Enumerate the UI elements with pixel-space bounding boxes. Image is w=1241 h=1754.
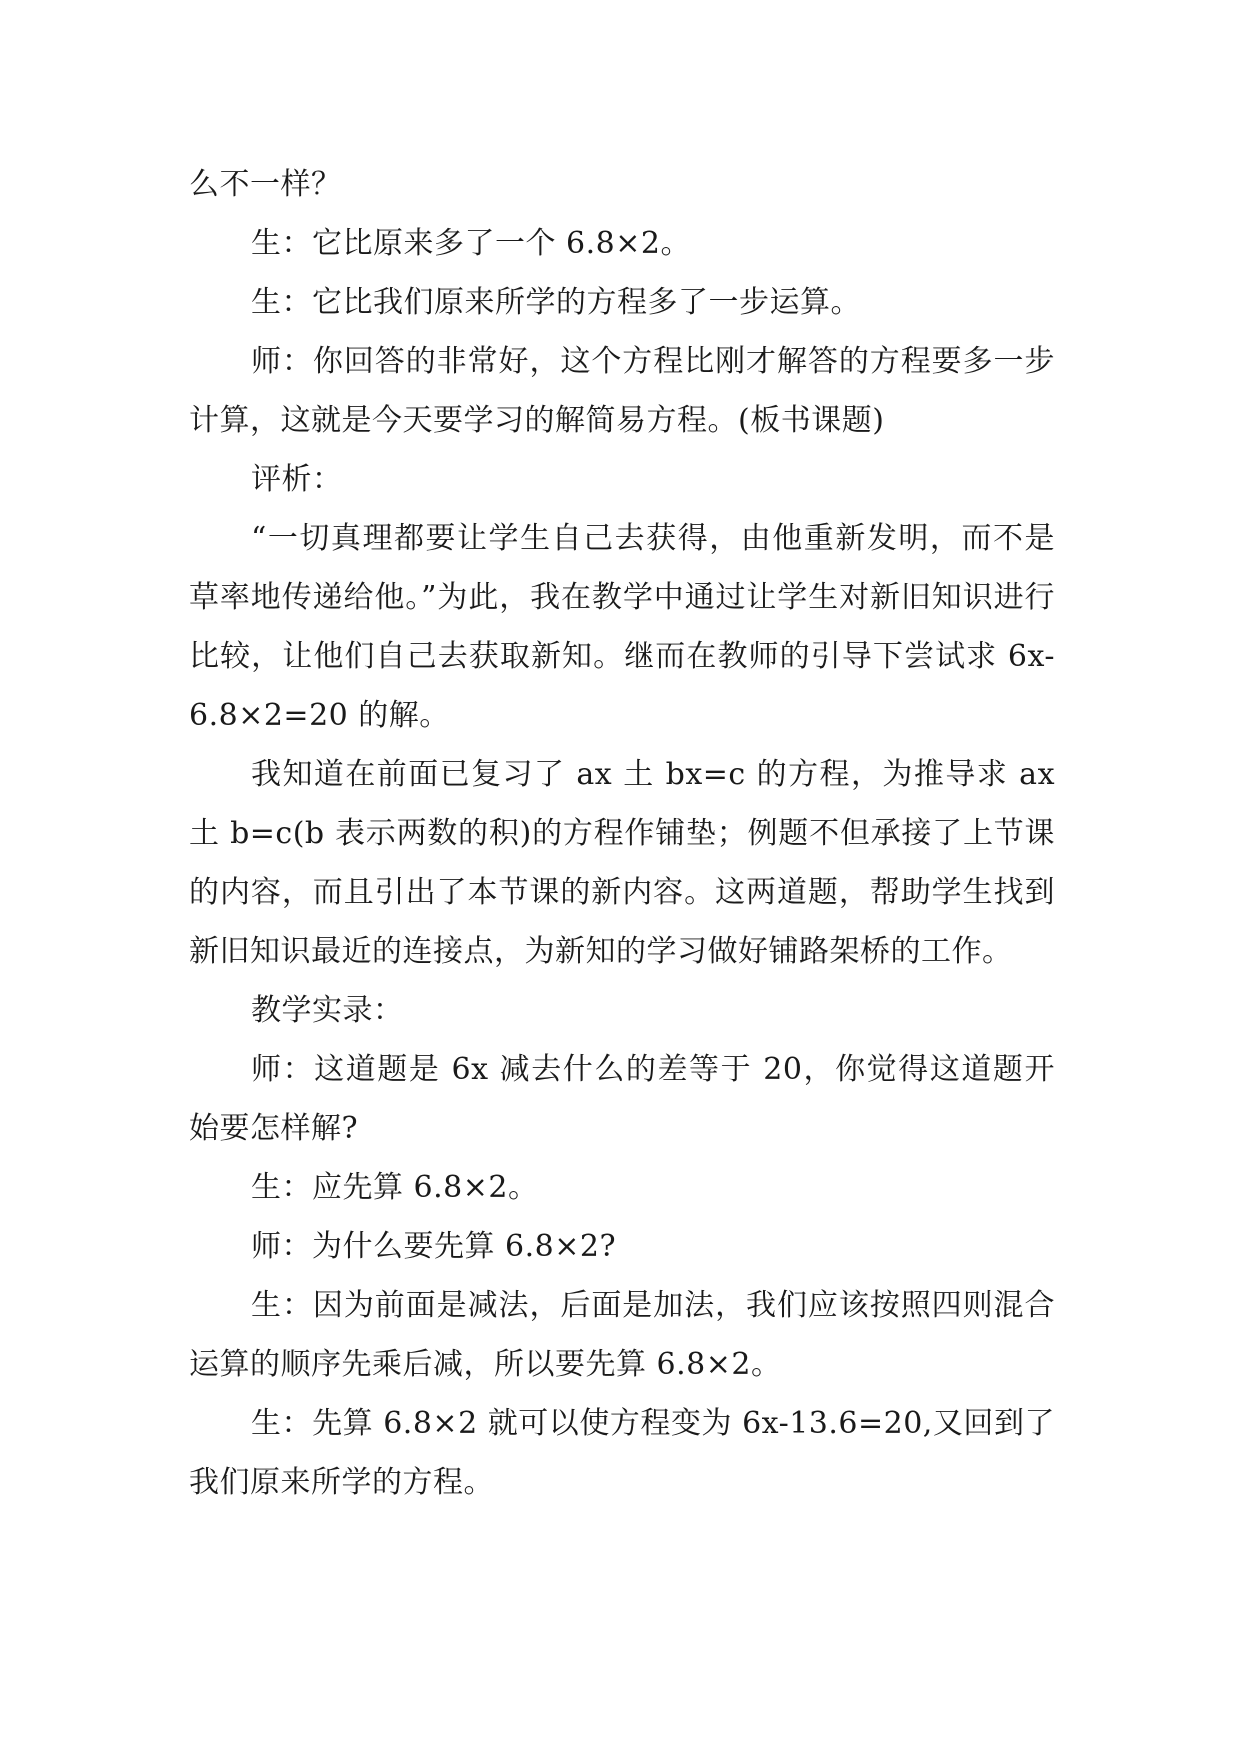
paragraph: 师：为什么要先算 6.8×2?	[251, 1229, 617, 1264]
paragraph: 教学实录：	[251, 993, 404, 1028]
paragraph: 生：应先算 6.8×2。	[251, 1170, 539, 1205]
paragraph: 生：因为前面是减法，后面是加法，我们应该按照四则混合运算的顺序先乘后减，所以要先算 6.8×2。	[189, 1288, 1055, 1382]
paragraph: 生：它比原来多了一个 6.8×2。	[251, 226, 691, 261]
paragraph: 评析：	[251, 462, 343, 497]
paragraph: 生：它比我们原来所学的方程多了一步运算。	[251, 285, 861, 320]
paragraph: “一切真理都要让学生自己去获得，由他重新发明，而不是草率地传递给他。”为此，我在教学中通过让学生对新旧知识进行比较，让他们自己去获取新知。继而在教师的引导下尝试求 6x-6.8×2=20 的解。	[189, 521, 1055, 733]
paragraph: 师：你回答的非常好，这个方程比刚才解答的方程要多一步计算，这就是今天要学习的解简易方程。(板书课题)	[189, 344, 1055, 438]
document-body	[189, 155, 1055, 1512]
paragraph: 么不一样？	[189, 167, 342, 202]
paragraph: 师：这道题是 6x 减去什么的差等于 20，你觉得这道题开始要怎样解?	[189, 1052, 1055, 1146]
paragraph: 生：先算 6.8×2 就可以使方程变为 6x-13.6=20,又回到了我们原来所学的方程。	[189, 1406, 1055, 1500]
paragraph: 我知道在前面已复习了 ax 土 bx=c 的方程，为推导求 ax 土 b=c(b 表示两数的积)的方程作铺垫；例题不但承接了上节课的内容，而且引出了本节课的新内容。这两道题，帮助学生找到新旧知识最近的连接点，为新知的学习做好铺路架桥的工作。	[189, 757, 1055, 969]
